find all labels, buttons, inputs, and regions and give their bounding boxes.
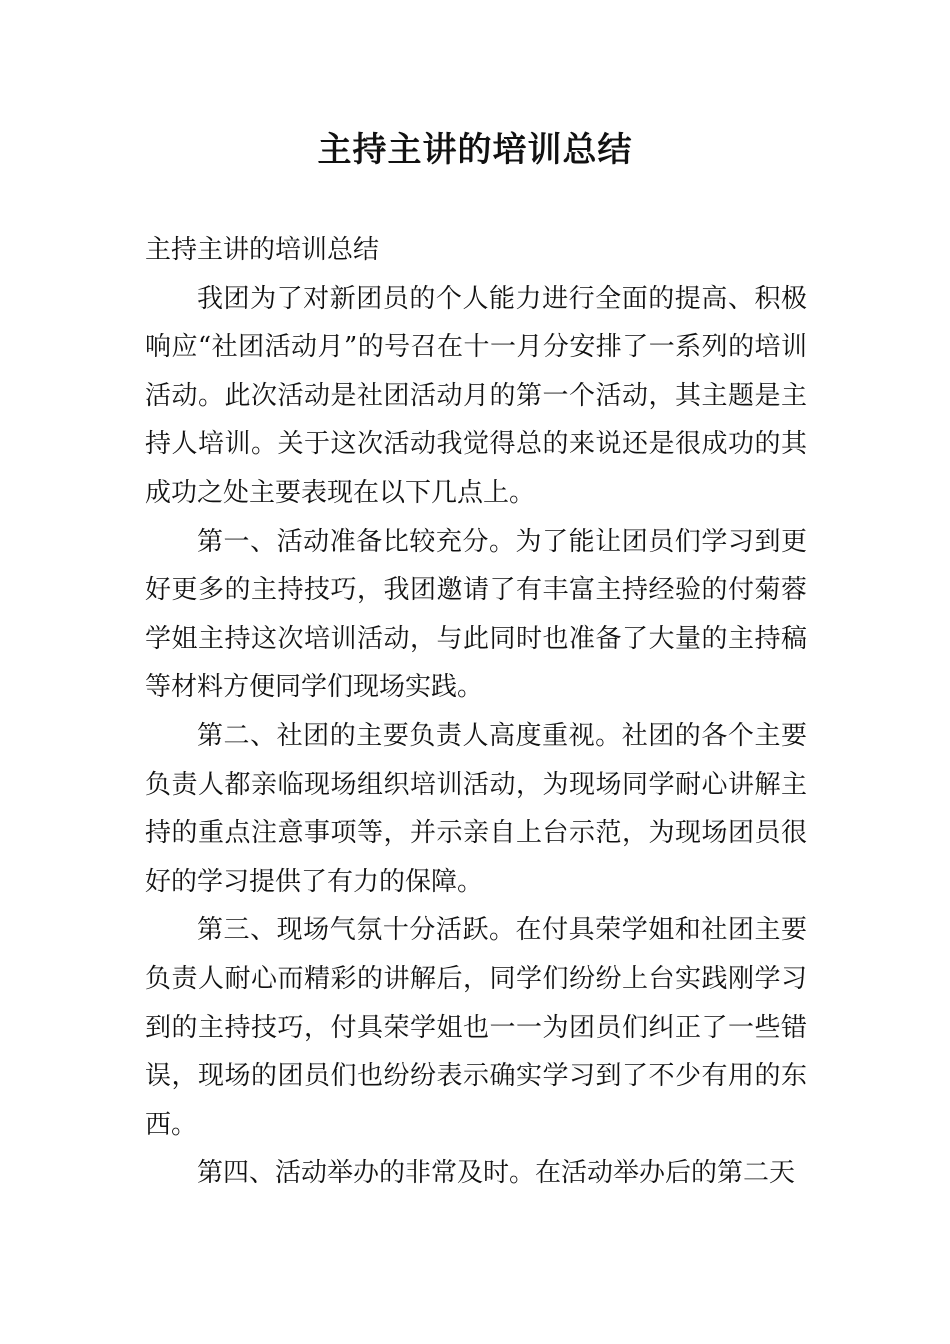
document-subtitle: 主持主讲的培训总结 [145,235,380,265]
paragraph-point-4: 第四、活动举办的非常及时。在活动举办后的第二天 [197,1158,796,1189]
paragraph-intro: 我团为了对新团员的个人能力进行全面的提高、积极响应“社团活动月”的号召在十一月分安排了一系列的培训活动。此次活动是社团活动月的第一个活动，其主题是主持人培训。关于这次活动我觉得总的来说还是很成功的其成功之处主要表现在以下几点上。 [145,283,807,508]
document-body [145,226,807,1198]
paragraph-point-2: 第二、社团的主要负责人高度重视。社团的各个主要负责人都亲临现场组织培训活动，为现场同学耐心讲解主持的重点注意事项等，并示亲自上台示范，为现场团员很好的学习提供了有力的保障。 [145,720,807,897]
document-title: 主持主讲的培训总结 [317,130,633,170]
paragraph-point-3: 第三、现场气氛十分活跃。在付具荣学姐和社团主要负责人耐心而精彩的讲解后，同学们纷纷上台实践刚学习到的主持技巧，付具荣学姐也一一为团员们纠正了一些错误，现场的团员们也纷纷表示确实学习到了不少有用的东西。 [145,915,807,1140]
paragraph-point-1: 第一、活动准备比较充分。为了能让团员们学习到更好更多的主持技巧，我团邀请了有丰富主持经验的付菊蓉学姐主持这次培训活动，与此同时也准备了大量的主持稿等材料方便同学们现场实践。 [145,526,807,703]
